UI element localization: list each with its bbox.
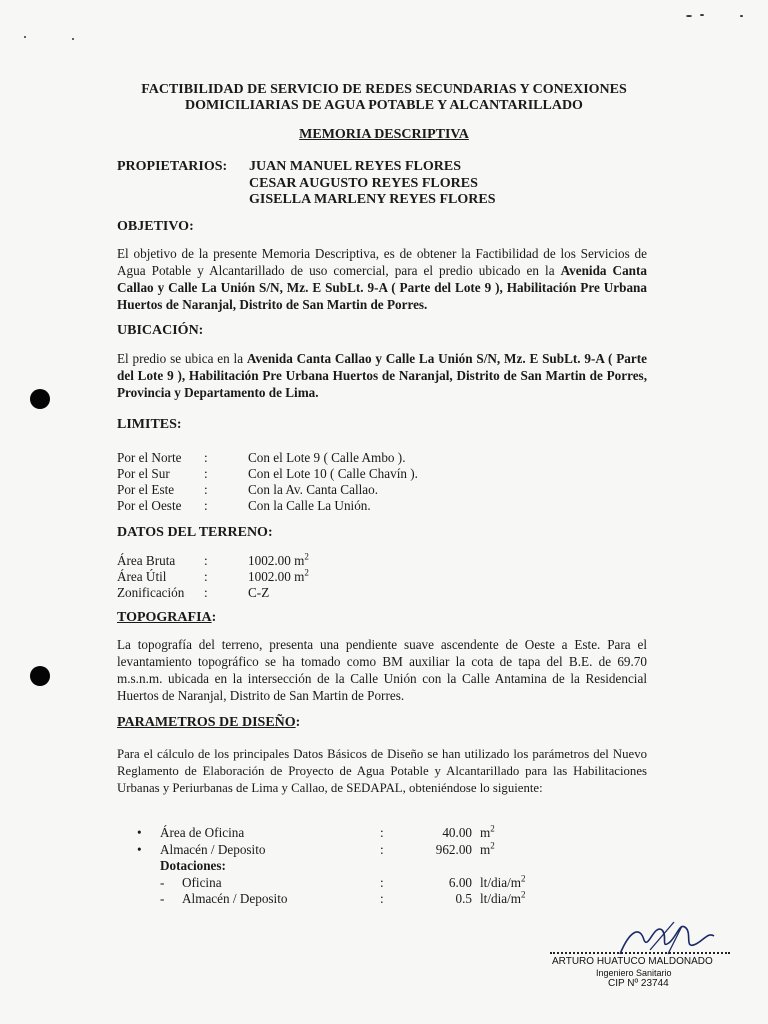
topografia-heading: TOPOGRAFIA: [117, 610, 217, 625]
dotacion-value: 6.00 [448, 875, 472, 890]
dotacion-bullet: - [160, 891, 165, 906]
scan-speck [24, 36, 26, 38]
terreno-label: Zonificación [117, 585, 185, 600]
owner-name: JUAN MANUEL REYES FLORES [249, 159, 461, 174]
param-value: 40.00 [442, 825, 472, 840]
scan-speck [740, 15, 743, 17]
limite-value: Con la Av. Canta Callao. [248, 482, 379, 497]
terreno-label: Área Bruta [117, 553, 176, 568]
signature-scribble-icon [610, 920, 720, 960]
terreno-sep: : [204, 553, 208, 568]
objetivo-heading: OBJETIVO: [117, 219, 194, 234]
terreno-value: 1002.00 $m^2$ [248, 567, 309, 584]
ubicacion-paragraph [117, 350, 647, 401]
parametros-paragraph: Para el cálculo de los principales Datos Básicos de Diseño se han utilizado los parámetros del Nuevo Reglamento de Elaboración de Proyecto de Agua Potable y Alcantarillado para las Habilitaciones Urbanas y Periurbanas de Lima y Callao, de SEDAPAL, obteniéndose lo siguiente: [117, 747, 647, 795]
ubicacion-address: Avenida Canta Callao y Calle La Unión S/N, Mz. E SubLt. 9-A ( Parte del Lote 9 ), Habilitación Pre Urbana Huertos de Naranjal, Distrito de San Martin de Porres, Provincia y Departamento de Lima. [117, 351, 647, 400]
limite-sep: : [204, 450, 208, 465]
dotacion-sep: : [380, 891, 384, 906]
document-title-line2: DOMICILIARIAS DE AGUA POTABLE Y ALCANTARILLADO [185, 98, 583, 113]
dotaciones-label: Dotaciones: [160, 858, 226, 873]
scan-speck [686, 15, 692, 17]
terreno-heading: DATOS DEL TERRENO: [117, 525, 273, 540]
owner-name: CESAR AUGUSTO REYES FLORES [249, 176, 478, 191]
param-sep: : [380, 825, 384, 840]
param-unit: $m^2$ [480, 840, 495, 857]
engineer-role: Ingeniero Sanitario [596, 968, 672, 978]
owners-label: PROPIETARIOS: [117, 159, 228, 174]
dotacion-label: Oficina [182, 875, 222, 890]
topografia-paragraph: La topografía del terreno, presenta una pendiente suave ascendente de Oeste a Este. Para el levantamiento topográfico se ha tomado como BM auxiliar la cota de tapa del B.E. de 69.70 m.s.n.m. ubicada en la intersección de la Calle Unión con la Calle Antamina de la Residencial Huertos de Naranjal, Distrito de San Martin de Porres. [117, 637, 647, 703]
parametros-heading: PARAMETROS DE DISEÑO: [117, 715, 301, 730]
ubicacion-heading: UBICACIÓN: [117, 323, 204, 338]
terreno-sep: : [204, 569, 208, 584]
dotacion-unit: $lt/dia/m^2$ [480, 889, 526, 906]
dotacion-value: 0.5 [455, 891, 472, 906]
engineer-name: ARTURO HUATUCO MALDONADO [552, 956, 713, 967]
limite-label: Por el Este [117, 482, 175, 497]
limite-label: Por el Oeste [117, 498, 182, 513]
signature-line [550, 952, 730, 954]
objetivo-text: El objetivo de la presente Memoria Descriptiva, es de obtener la Factibilidad de los Servicios de Agua Potable y Alcantarillado de uso comercial, para el predio ubicado en la [117, 246, 647, 278]
limite-value: Con el Lote 9 ( Calle Ambo ). [248, 450, 406, 465]
scan-speck [700, 14, 704, 16]
dotacion-bullet: - [160, 875, 165, 890]
punch-hole-top [30, 389, 50, 409]
dotacion-label: Almacén / Deposito [182, 891, 288, 906]
ubicacion-text: El predio se ubica en la [117, 351, 247, 366]
limite-value: Con el Lote 10 ( Calle Chavín ). [248, 466, 418, 481]
limites-heading: LIMITES: [117, 417, 182, 432]
dotacion-unit: $lt/dia/m^2$ [480, 873, 526, 890]
engineer-signature-stamp [550, 928, 740, 998]
limite-sep: : [204, 482, 208, 497]
limite-sep: : [204, 466, 208, 481]
param-unit: $m^2$ [480, 823, 495, 840]
objetivo-paragraph [117, 245, 647, 313]
punch-hole-bottom [30, 666, 50, 686]
owner-name: GISELLA MARLENY REYES FLORES [249, 192, 496, 207]
limite-label: Por el Sur [117, 466, 170, 481]
param-bullet: • [137, 825, 142, 840]
param-label: Almacén / Deposito [160, 842, 266, 857]
terreno-label: Área Útil [117, 569, 167, 584]
scan-speck [72, 38, 74, 40]
terreno-sep: : [204, 585, 208, 600]
limite-sep: : [204, 498, 208, 513]
param-label: Área de Oficina [160, 825, 245, 840]
limite-value: Con la Calle La Unión. [248, 498, 371, 513]
dotacion-sep: : [380, 875, 384, 890]
engineer-cip: CIP Nº 23744 [608, 978, 669, 989]
param-sep: : [380, 842, 384, 857]
param-value: 962.00 [435, 842, 472, 857]
limite-label: Por el Norte [117, 450, 182, 465]
terreno-value: C-Z [248, 585, 270, 600]
document-title-line1: FACTIBILIDAD DE SERVICIO DE REDES SECUNDARIAS Y CONEXIONES [141, 82, 627, 97]
param-bullet: • [137, 842, 142, 857]
document-subtitle: MEMORIA DESCRIPTIVA [299, 127, 469, 142]
objetivo-address: Avenida Canta Callao y Calle La Unión S/N, Mz. E SubLt. 9-A ( Parte del Lote 9 ), Habilitación Pre Urbana Huertos de Naranjal, Distrito de San Martin de Porres. [117, 263, 647, 312]
terreno-value: 1002.00 $m^2$ [248, 551, 309, 568]
